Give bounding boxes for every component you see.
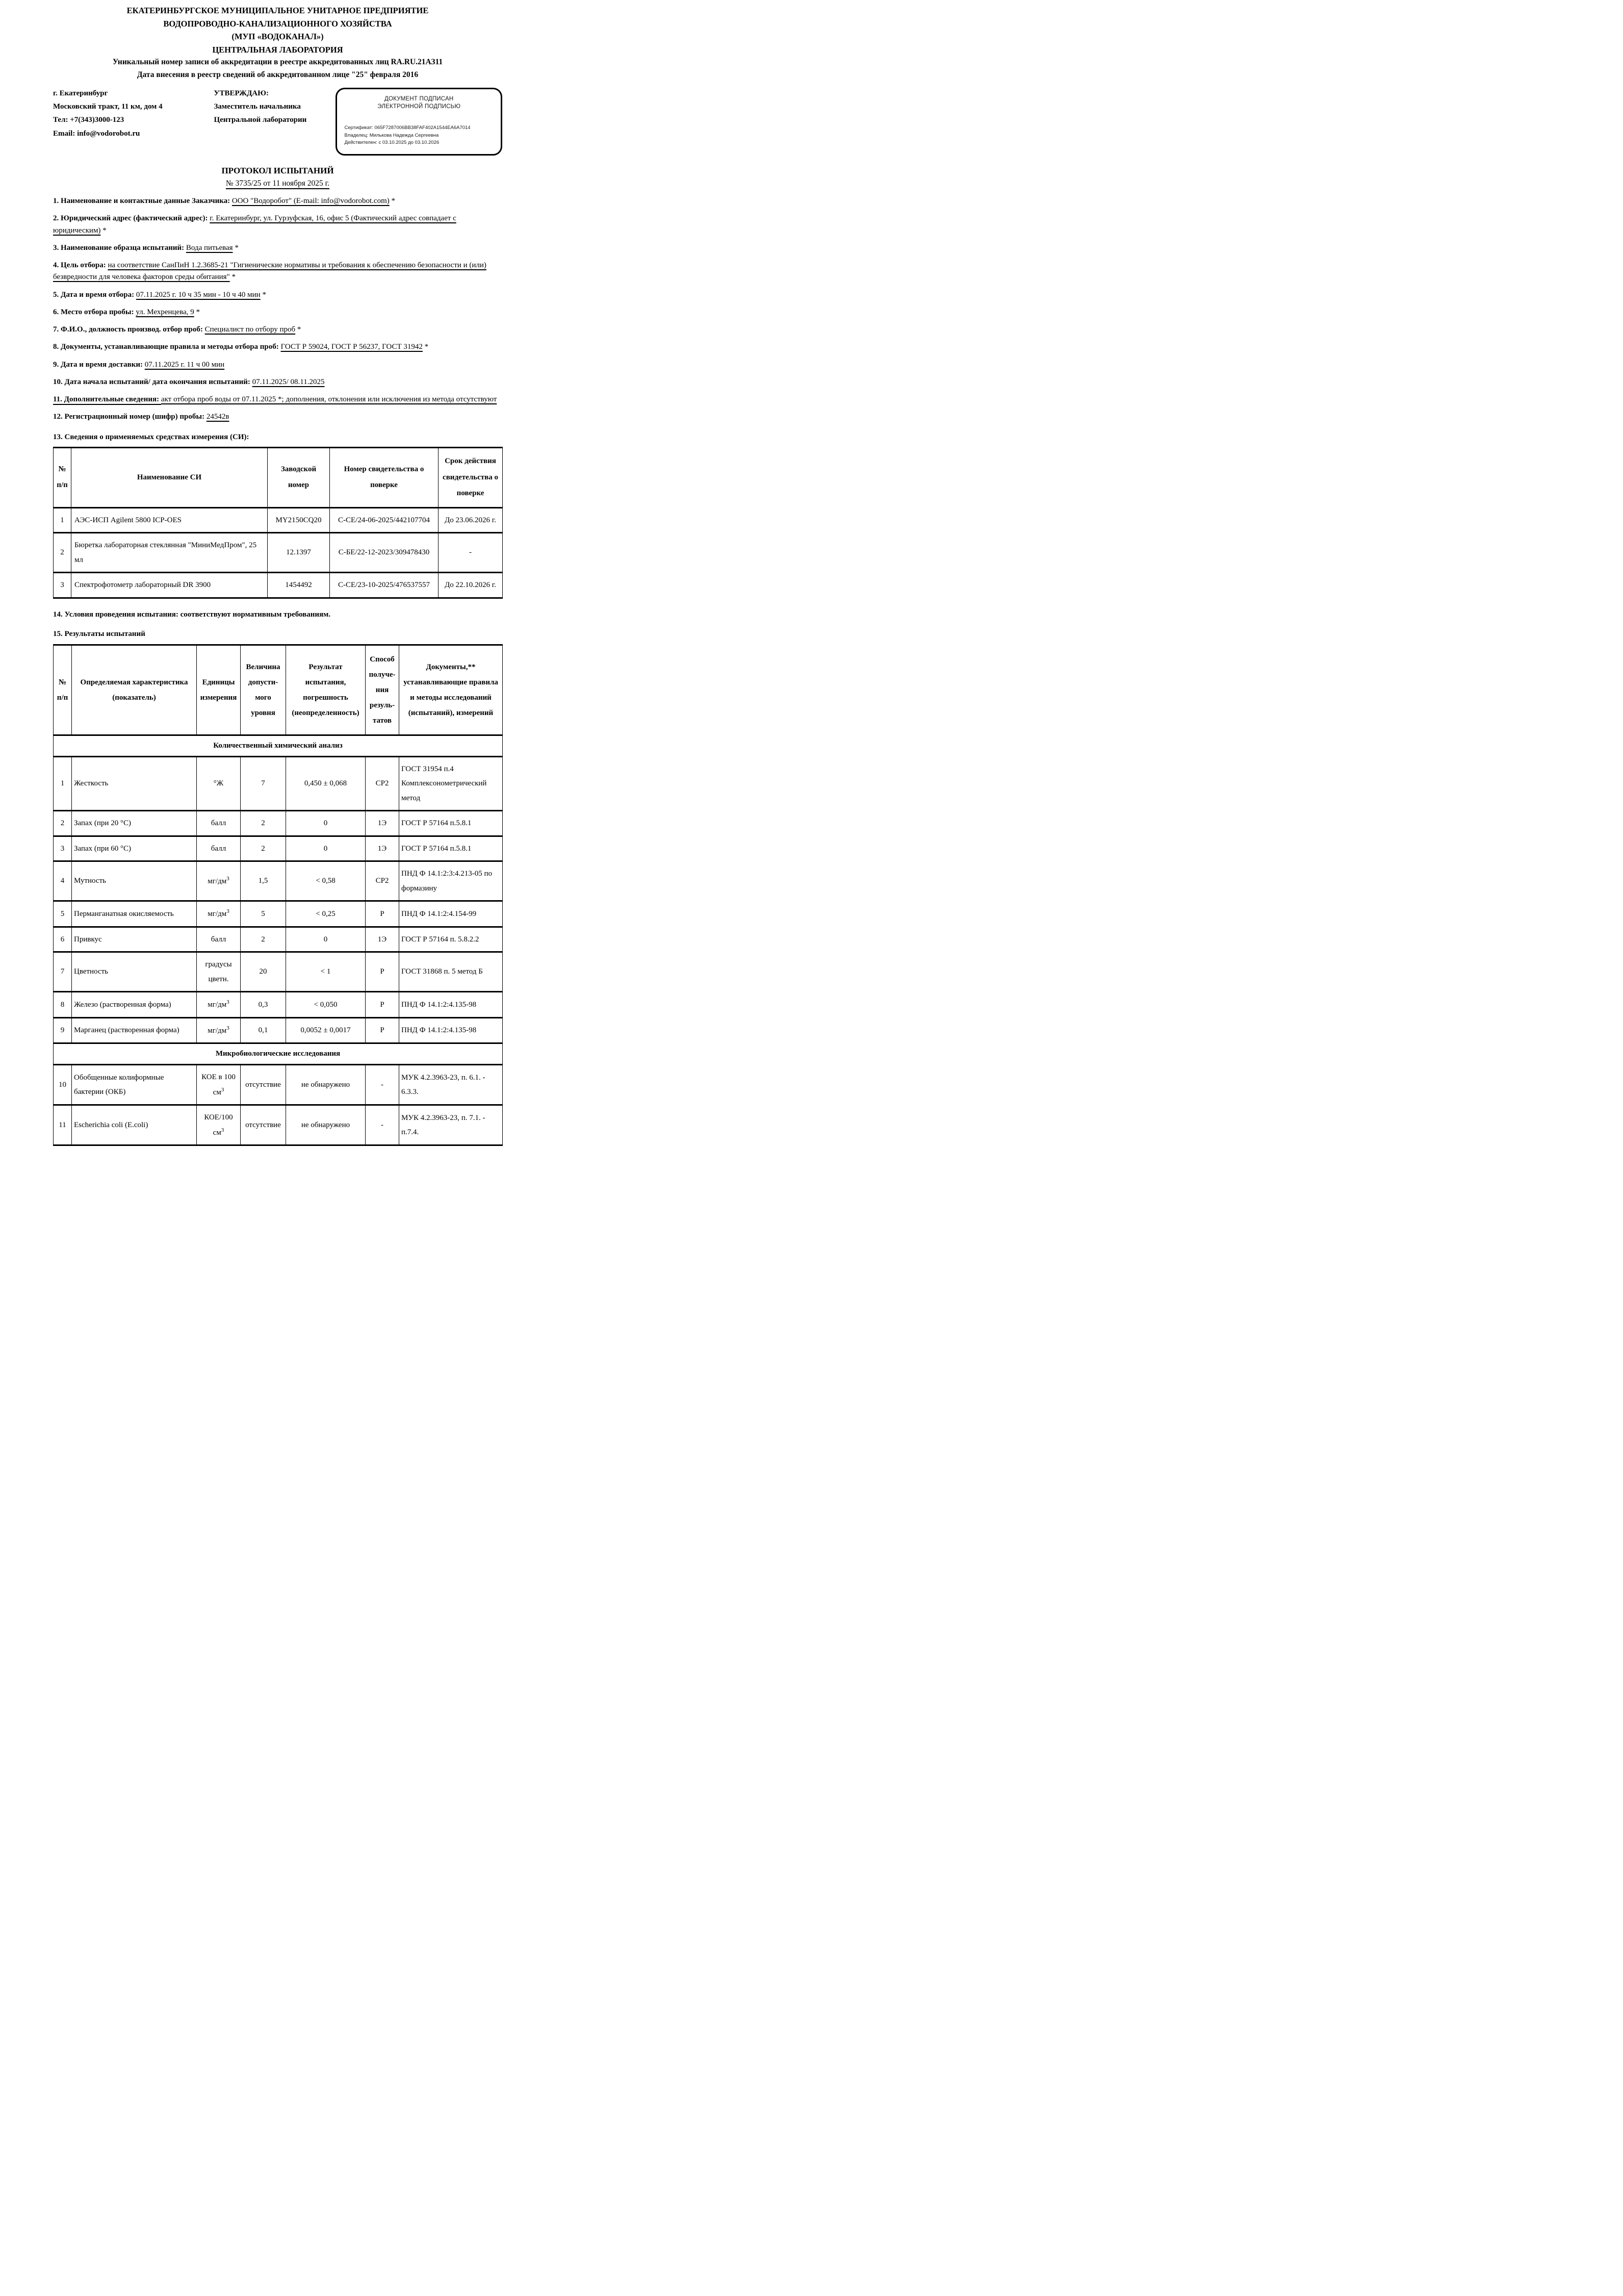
si-cell-name: АЭС-ИСП Agilent 5800 ICP-OES (71, 507, 268, 533)
results-cell-name: Обобщенные колиформные бактерии (ОКБ) (72, 1065, 197, 1105)
results-table-row (54, 952, 503, 992)
results-cell-limit: 7 (241, 756, 286, 811)
results-table-body (54, 735, 503, 1145)
results-cell-n: 10 (54, 1065, 72, 1105)
item-footnote-asterisk: * (389, 197, 396, 206)
results-cell-unit: балл (197, 927, 241, 952)
results-cell-limit: 5 (241, 901, 286, 927)
approval-position-line-1: Заместитель начальника (214, 103, 301, 111)
protocol-item-10 (53, 376, 502, 388)
results-cell-name: Мутность (72, 861, 197, 901)
results-cell-limit: 1,5 (241, 861, 286, 901)
contact-email: Email: info@vodorobot.ru (53, 129, 140, 138)
results-cell-result: < 0,58 (286, 861, 366, 901)
results-cell-name: Перманганатная окисляемость (72, 901, 197, 927)
org-name-line-4: ЦЕНТРАЛЬНАЯ ЛАБОРАТОРИЯ (212, 44, 343, 55)
results-column-header: Единицы измерения (197, 645, 241, 735)
item-label: 10. Дата начала испытаний/ дата окончания испытаний: (53, 377, 252, 386)
si-column-header: № п/п (54, 448, 71, 508)
results-cell-limit: отсутствие (241, 1105, 286, 1145)
results-cell-unit: $мг/дм^3$ (197, 1017, 241, 1043)
org-name-line-1: ЕКАТЕРИНБУРГСКОЕ МУНИЦИПАЛЬНОЕ УНИТАРНОЕ ПРЕДПРИЯТИЕ (126, 6, 429, 15)
approval-title: УТВЕРЖДАЮ: (214, 89, 269, 97)
results-cell-limit: 2 (241, 836, 286, 861)
item-label: 11. Дополнительные сведения: (53, 395, 161, 404)
stamp-validity: Действителен: с 03.10.2025 до 03.10.2026 (344, 140, 440, 146)
results-cell-result: 0,0052 ± 0,0017 (286, 1017, 366, 1043)
protocol-item-6 (53, 307, 502, 318)
measuring-instruments-table (53, 447, 503, 599)
results-cell-limit: отсутствие (241, 1065, 286, 1105)
si-cell-valid_until: - (439, 533, 503, 573)
protocol-item-3 (53, 242, 502, 254)
test-conditions-line: 14. Условия проведения испытания: соответствуют нормативным требованиям. (53, 610, 331, 619)
results-table-row (54, 1065, 503, 1105)
results-column-header: Определяемая характеристика (показатель) (72, 645, 197, 735)
results-table-header (54, 645, 503, 735)
results-cell-docs: ГОСТ 31868 п. 5 метод Б (399, 952, 503, 992)
stamp-certificate: Сертификат: 065F7287006BB38FAF402A1544EA6A7014 (344, 124, 471, 131)
item-footnote-asterisk: * (422, 343, 429, 351)
results-cell-docs: ГОСТ Р 57164 п.5.8.1 (399, 811, 503, 836)
results-cell-n: 6 (54, 927, 72, 952)
si-section-title: 13. Сведения о применяемых средствах измерения (СИ): (53, 432, 249, 441)
item-footnote-asterisk: * (229, 273, 236, 282)
si-column-header: Срок действия свидетельства о поверке (439, 448, 503, 508)
results-cell-result: < 0,25 (286, 901, 366, 927)
results-cell-docs: ПНД Ф 14.1:2:3:4.213-05 по формазину (399, 861, 503, 901)
si-cell-name: Спектрофотометр лабораторный DR 3900 (71, 573, 268, 598)
results-cell-result: 0 (286, 927, 366, 952)
stamp-details (344, 124, 494, 147)
item-value: 07.11.2025 г. 11 ч 00 мин (144, 360, 225, 369)
results-cell-method: 1Э (366, 927, 399, 952)
item-value: ул. Мехренцева, 9 (136, 308, 194, 316)
results-table-row (54, 1017, 503, 1043)
results-cell-docs: ГОСТ Р 57164 п.5.8.1 (399, 836, 503, 861)
item-label: 7. Ф.И.О., должность производ. отбор проб: (53, 325, 205, 334)
results-cell-method: - (366, 1065, 399, 1105)
results-cell-result: < 1 (286, 952, 366, 992)
results-cell-unit: градусы цветн. (197, 952, 241, 992)
si-cell-valid_until: До 23.06.2026 г. (439, 507, 503, 533)
item-label: 1. Наименование и контактные данные Заказчика: (53, 197, 232, 206)
si-cell-serial: 1454492 (268, 573, 330, 598)
org-header (53, 4, 502, 82)
item-footnote-asterisk: * (100, 226, 107, 235)
results-cell-n: 7 (54, 952, 72, 992)
item-label: 3. Наименование образца испытаний: (53, 243, 186, 252)
protocol-item-12 (53, 411, 502, 423)
si-column-header: Номер свидетельства о поверке (330, 448, 439, 508)
si-cell-cert_number: С-СЕ/24-06-2025/442107704 (330, 507, 439, 533)
item-value: 07.11.2025/ 08.11.2025 (252, 377, 325, 386)
si-table-header (54, 448, 503, 508)
results-cell-docs: ПНД Ф 14.1:2:4.135-98 (399, 992, 503, 1018)
results-cell-n: 1 (54, 756, 72, 811)
results-cell-name: Запах (при 20 °С) (72, 811, 197, 836)
results-cell-limit: 20 (241, 952, 286, 992)
results-section-row-title: Микробиологические исследования (54, 1043, 503, 1065)
org-name-line-3: (МУП «ВОДОКАНАЛ») (231, 32, 324, 42)
org-name-line-2: ВОДОПРОВОДНО-КАНАЛИЗАЦИОННОГО ХОЗЯЙСТВА (163, 18, 392, 29)
protocol-title: ПРОТОКОЛ ИСПЫТАНИЙ (221, 166, 334, 176)
results-cell-docs: ПНД Ф 14.1:2:4.135-98 (399, 1017, 503, 1043)
results-cell-name: Цветность (72, 952, 197, 992)
results-cell-n: 2 (54, 811, 72, 836)
results-cell-result: 0,450 ± 0,068 (286, 756, 366, 811)
results-cell-unit: $мг/дм^3$ (197, 992, 241, 1018)
results-cell-docs: МУК 4.2.3963-23, п. 7.1. - п.7.4. (399, 1105, 503, 1145)
results-cell-unit: $мг/дм^3$ (197, 861, 241, 901)
results-table (53, 644, 503, 1146)
electronic-signature-stamp (336, 88, 502, 156)
protocol-item-9 (53, 359, 502, 371)
contact-phone: Тел: +7(343)3000-123 (53, 116, 124, 124)
results-cell-limit: 2 (241, 927, 286, 952)
results-cell-limit: 2 (241, 811, 286, 836)
results-cell-unit: КОЕ в 100 $см^3$ (197, 1065, 241, 1105)
results-table-row (54, 1105, 503, 1145)
results-section-row (54, 735, 503, 756)
results-cell-method: 1Э (366, 836, 399, 861)
protocol-item-2 (53, 213, 502, 237)
results-section-title: 15. Результаты испытаний (53, 630, 145, 639)
info-row (53, 87, 502, 156)
results-table-row (54, 927, 503, 952)
si-table-row (54, 507, 503, 533)
item-value: ГОСТ Р 59024, ГОСТ Р 56237, ГОСТ 31942 (280, 343, 423, 351)
results-cell-result: не обнаружено (286, 1065, 366, 1105)
results-cell-unit: балл (197, 836, 241, 861)
results-cell-docs: ПНД Ф 14.1:2:4.154-99 (399, 901, 503, 927)
stamp-title (344, 95, 494, 111)
approval-block (214, 87, 336, 127)
results-cell-name: Железо (растворенная форма) (72, 992, 197, 1018)
results-cell-limit: 0,3 (241, 992, 286, 1018)
results-cell-docs: МУК 4.2.3963-23, п. 6.1. - 6.3.3. (399, 1065, 503, 1105)
results-cell-limit: 0,1 (241, 1017, 286, 1043)
si-cell-n: 1 (54, 507, 71, 533)
item-label: 4. Цель отбора: (53, 261, 108, 270)
results-cell-result: не обнаружено (286, 1105, 366, 1145)
results-column-header: № п/п (54, 645, 72, 735)
contact-block (53, 87, 214, 140)
results-section-row-title: Количественный химический анализ (54, 735, 503, 756)
results-cell-n: 5 (54, 901, 72, 927)
results-cell-docs: ГОСТ Р 57164 п. 5.8.2.2 (399, 927, 503, 952)
item-footnote-asterisk: * (233, 243, 239, 252)
si-table-row (54, 573, 503, 598)
results-table-row (54, 901, 503, 927)
results-cell-method: 1Э (366, 811, 399, 836)
results-table-row (54, 992, 503, 1018)
protocol-item-5 (53, 289, 502, 301)
item-label: 12. Регистрационный номер (шифр) пробы: (53, 413, 207, 421)
results-cell-method: Р (366, 1017, 399, 1043)
results-cell-method: СР2 (366, 861, 399, 901)
results-cell-method: Р (366, 952, 399, 992)
results-table-row (54, 811, 503, 836)
si-cell-n: 3 (54, 573, 71, 598)
si-cell-n: 2 (54, 533, 71, 573)
results-cell-method: - (366, 1105, 399, 1145)
item-footnote-asterisk: * (260, 290, 266, 299)
results-cell-unit: °Ж (197, 756, 241, 811)
results-table-row (54, 861, 503, 901)
item-label: 8. Документы, устанавливающие правила и методы отбора проб: (53, 343, 281, 351)
results-column-header: Величина допусти-мого уровня (241, 645, 286, 735)
results-cell-unit: балл (197, 811, 241, 836)
approval-position-line-2: Центральной лаборатории (214, 116, 307, 124)
protocol-items (53, 195, 502, 423)
results-cell-name: Привкус (72, 927, 197, 952)
stamp-owner: Владелец: Милькова Надежда Сергеевна (344, 132, 439, 138)
results-table-row (54, 836, 503, 861)
stamp-title-line-1: ДОКУМЕНТ ПОДПИСАН (384, 95, 454, 102)
item-value: Специалист по отбору проб (204, 325, 296, 334)
si-table-body (54, 507, 503, 598)
results-cell-n: 3 (54, 836, 72, 861)
si-cell-valid_until: До 22.10.2026 г. (439, 573, 503, 598)
item-value: г. Екатеринбург, ул. Гурзуфская, 16, офис 5 (Фактический адрес совпадает с юридическим) (53, 214, 456, 235)
contact-city: г. Екатеринбург (53, 89, 108, 97)
results-cell-n: 11 (54, 1105, 72, 1145)
results-cell-name: Запах (при 60 °С) (72, 836, 197, 861)
results-cell-n: 4 (54, 861, 72, 901)
results-cell-n: 9 (54, 1017, 72, 1043)
item-label: 9. Дата и время доставки: (53, 360, 145, 369)
results-column-header: Документы,** устанавливающие правила и методы исследований (испытаний), измерений (399, 645, 503, 735)
item-value: на соответствие СанПиН 1.2.3685-21 "Гигиенические нормативы и требования к обеспечению безопасности и (или) безвредности для человека факторов среды обитания" (53, 261, 486, 282)
results-cell-method: Р (366, 901, 399, 927)
si-table-row (54, 533, 503, 573)
si-column-header: Заводской номер (268, 448, 330, 508)
protocol-document (0, 0, 541, 1161)
results-cell-result: < 0,050 (286, 992, 366, 1018)
si-cell-name: Бюретка лабораторная стеклянная "МиниМедПром", 25 мл (71, 533, 268, 573)
results-column-header: Способ получе-ния резуль-татов (366, 645, 399, 735)
results-cell-unit: КОЕ/100 $см^3$ (197, 1105, 241, 1145)
accreditation-number-line: Уникальный номер записи об аккредитации в реестре аккредитованных лиц RA.RU.21АЗ11 (112, 58, 443, 67)
si-column-header: Наименование СИ (71, 448, 268, 508)
si-cell-cert_number: С-СЕ/23-10-2025/476537557 (330, 573, 439, 598)
item-footnote-asterisk: * (194, 308, 200, 316)
results-cell-docs: ГОСТ 31954 п.4 Комплексонометрический метод (399, 756, 503, 811)
item-value: 07.11.2025 г. 10 ч 35 мин - 10 ч 40 мин (136, 290, 261, 299)
results-cell-name: Жесткость (72, 756, 197, 811)
protocol-item-4 (53, 260, 502, 284)
contact-address: Московский тракт, 11 км, дом 4 (53, 103, 163, 111)
si-cell-serial: 12.1397 (268, 533, 330, 573)
results-cell-n: 8 (54, 992, 72, 1018)
results-column-header: Результат испытания, погрешность (неопределенность) (286, 645, 366, 735)
results-cell-method: Р (366, 992, 399, 1018)
stamp-title-line-2: ЭЛЕКТРОННОЙ ПОДПИСЬЮ (377, 104, 461, 110)
results-section-row (54, 1043, 503, 1065)
results-cell-method: СР2 (366, 756, 399, 811)
protocol-item-7 (53, 324, 502, 336)
registry-date-line: Дата внесения в реестр сведений об аккредитованном лице "25" февраля 2016 (137, 70, 419, 80)
results-cell-result: 0 (286, 836, 366, 861)
item-label: 5. Дата и время отбора: (53, 290, 136, 299)
item-value: ООО "Водоробот" (E-mail: info@vodorobot.com) (231, 197, 390, 206)
item-label: 2. Юридический адрес (фактический адрес): (53, 214, 210, 223)
protocol-item-11 (53, 394, 502, 405)
item-footnote-asterisk: * (295, 325, 301, 334)
results-cell-name: Escherichia coli (E.coli) (72, 1105, 197, 1145)
protocol-item-1 (53, 195, 502, 207)
si-cell-serial: MY2150CQ20 (268, 507, 330, 533)
protocol-item-8 (53, 341, 502, 353)
results-cell-name: Марганец (растворенная форма) (72, 1017, 197, 1043)
si-cell-cert_number: С-БЕ/22-12-2023/309478430 (330, 533, 439, 573)
item-value: 24542в (206, 413, 229, 421)
results-cell-unit: $мг/дм^3$ (197, 901, 241, 927)
protocol-number-line: № 3735/25 от 11 ноября 2025 г. (225, 179, 330, 188)
results-cell-result: 0 (286, 811, 366, 836)
item-value: акт отбора проб воды от 07.11.2025 *; дополнения, отклонения или исключения из метода отсутствуют (161, 395, 497, 404)
item-label: 6. Место отбора пробы: (53, 308, 136, 316)
item-value: Вода питьевая (186, 243, 233, 252)
results-table-row (54, 756, 503, 811)
